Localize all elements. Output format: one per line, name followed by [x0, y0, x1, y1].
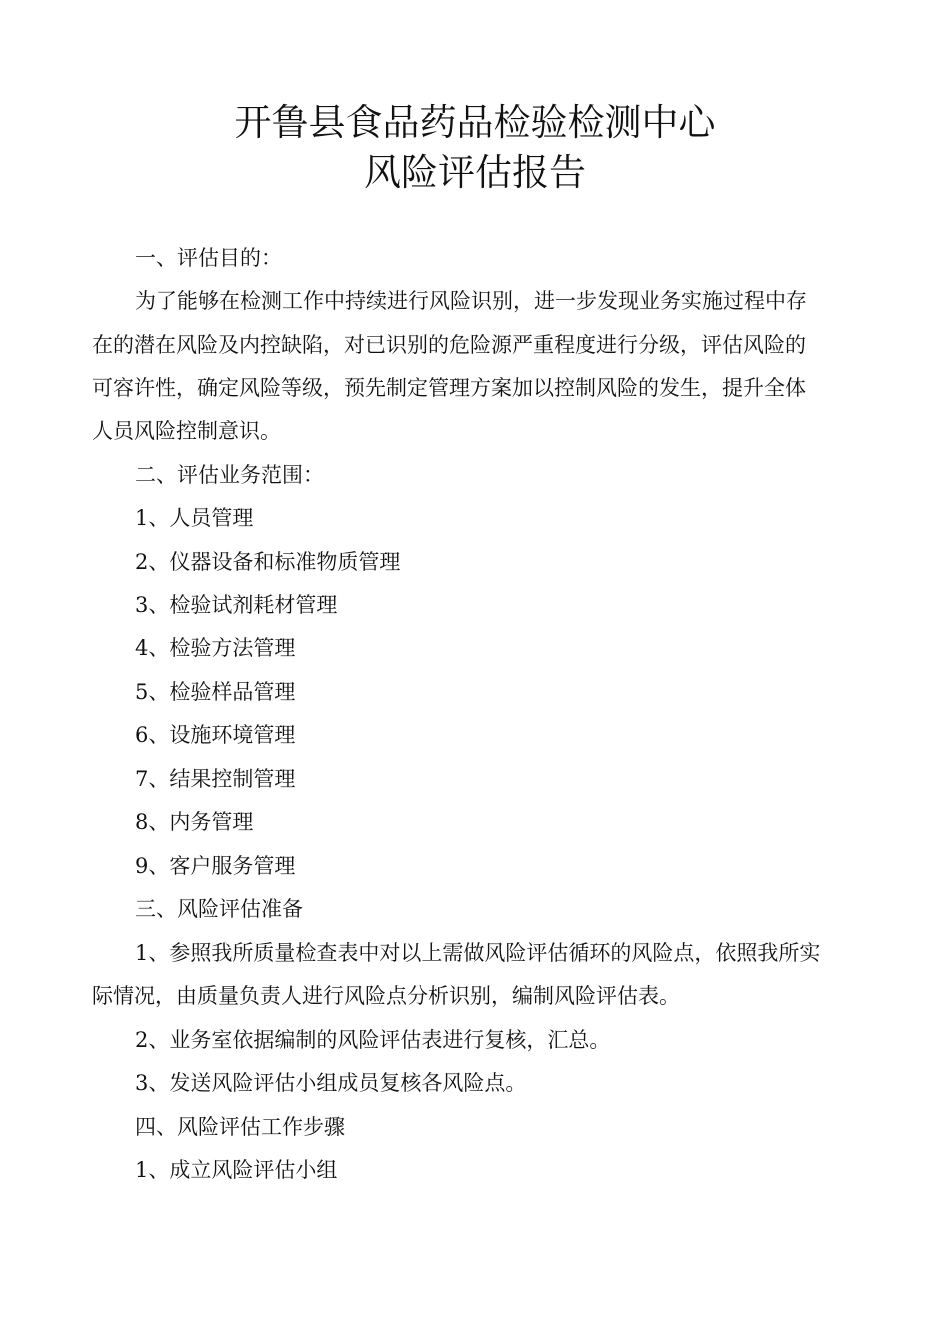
section-heading-2: 二、评估业务范围： [135, 463, 324, 487]
list-item: 7、结果控制管理 [135, 767, 296, 791]
section-heading-3: 三、风险评估准备 [135, 897, 303, 921]
list-item: 9、客户服务管理 [135, 854, 296, 878]
paragraph-line: 1、参照我所质量检查表中对以上需做风险评估循环的风险点，依照我所实 [135, 941, 821, 965]
section-heading-1: 一、评估目的： [135, 246, 282, 270]
list-item: 1、成立风险评估小组 [135, 1158, 338, 1182]
document-title-line2: 风险评估报告 [364, 151, 586, 194]
document-title-line1: 开鲁县食品药品检验检测中心 [234, 101, 716, 144]
list-item: 5、检验样品管理 [135, 680, 296, 704]
paragraph-line: 可容许性，确定风险等级，预先制定管理方案加以控制风险的发生，提升全体 [92, 376, 806, 400]
paragraph-line: 际情况，由质量负责人进行风险点分析识别，编制风险评估表。 [92, 984, 680, 1008]
list-item: 4、检验方法管理 [135, 636, 296, 660]
section-heading-4: 四、风险评估工作步骤 [135, 1115, 345, 1139]
paragraph-line: 人员风险控制意识。 [92, 419, 281, 443]
list-item: 2、仪器设备和标准物质管理 [135, 550, 401, 574]
list-item: 2、业务室依据编制的风险评估表进行复核，汇总。 [135, 1028, 611, 1052]
list-item: 8、内务管理 [135, 810, 254, 834]
list-item: 1、人员管理 [135, 506, 254, 530]
list-item: 3、检验试剂耗材管理 [135, 593, 338, 617]
list-item: 3、发送风险评估小组成员复核各风险点。 [135, 1071, 527, 1095]
paragraph-line: 为了能够在检测工作中持续进行风险识别，进一步发现业务实施过程中存 [135, 289, 807, 313]
list-item: 6、设施环境管理 [135, 723, 296, 747]
paragraph-line: 在的潜在风险及内控缺陷，对已识别的危险源严重程度进行分级，评估风险的 [92, 333, 806, 357]
